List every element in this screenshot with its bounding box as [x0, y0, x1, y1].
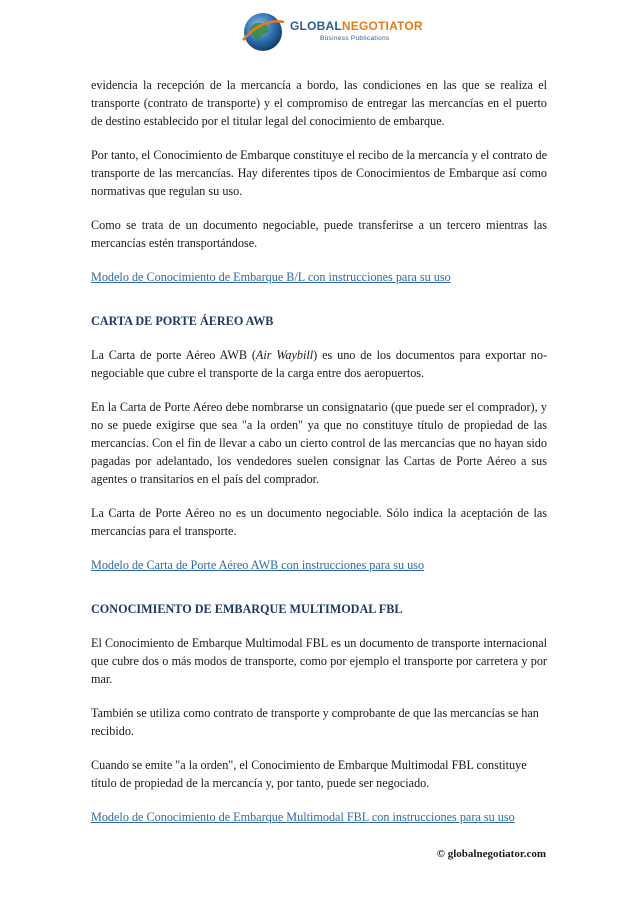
globe-icon: [240, 10, 286, 54]
bl-model-link[interactable]: Modelo de Conocimiento de Embarque B/L con instrucciones para su uso: [91, 270, 451, 284]
globalnegotiator-logo: [240, 10, 423, 54]
fbl-paragraph-1: El Conocimiento de Embarque Multimodal FBL es un documento de transporte internacional que cubre dos o más modos de transporte, como por ejemplo el transporte por carretera y por mar.: [91, 636, 547, 686]
brand-part-2: NEGOTIATOR: [341, 19, 423, 33]
bl-paragraph-2: Por tanto, el Conocimiento de Embarque constituye el recibo de la mercancía y el contrato de transporte de las mercancías. Hay diferentes tipos de Conocimientos de Embarque así como normativas que regulan su uso.: [91, 148, 547, 198]
bl-paragraph-1: evidencia la recepción de la mercancía a bordo, las condiciones en las que se realiza el transporte (contrato de transporte) y el compromiso de entregar las mercancías en el puerto de destino establecido por el titular legal del conocimiento de embarque.: [91, 78, 547, 128]
fbl-paragraph-2: También se utiliza como contrato de transporte y comprobante de que las mercancías se han recibido.: [91, 706, 539, 738]
bl-paragraph-3: Como se trata de un documento negociable, puede transferirse a un tercero mientras las mercancías estén transportándose.: [91, 218, 547, 250]
brand-name: [290, 19, 423, 33]
footer-copyright: © globalnegotiator.com: [436, 848, 546, 860]
fbl-heading: CONOCIMIENTO DE EMBARQUE MULTIMODAL FBL: [91, 602, 403, 616]
awb-model-link[interactable]: Modelo de Carta de Porte Aéreo AWB con instrucciones para su uso: [91, 558, 425, 572]
brand-tagline: Business Publications: [320, 35, 390, 42]
fbl-paragraph-3: Cuando se emite "a la orden", el Conocimiento de Embarque Multimodal FBL constituye título de propiedad de la mercancía y, por tanto, puede ser negociado.: [91, 758, 527, 790]
awb-paragraph-3: La Carta de Porte Aéreo no es un documento negociable. Sólo indica la aceptación de las mercancías para el transporte.: [91, 506, 547, 538]
air-waybill-term: Air Waybill: [255, 348, 314, 362]
awb-paragraph-1: La Carta de porte Aéreo AWB (Air Waybill) es uno de los documentos para exportar no-negociable que cubre el transporte de la carga entre dos aeropuertos.: [91, 348, 547, 380]
fbl-model-link[interactable]: Modelo de Conocimiento de Embarque Multimodal FBL con instrucciones para su uso: [91, 810, 515, 824]
brand-part-1: GLOBAL: [290, 19, 342, 33]
document-body: [91, 76, 547, 826]
awb-heading: CARTA DE PORTE ÁEREO AWB: [91, 314, 274, 328]
awb-paragraph-2: En la Carta de Porte Aéreo debe nombrarse un consignatario (que puede ser el comprador), y no se puede exigirse que sea "a la orden" ya que no constituye título de propiedad de las mercancías. Con el fin de llevar a cabo un cierto control de las mercancías que no hayan sido pagadas por adelantado, los vendedores suelen consignar las Cartas de Porte Aéreo a sus agentes o transitarios en el país del comprador.: [91, 400, 547, 486]
